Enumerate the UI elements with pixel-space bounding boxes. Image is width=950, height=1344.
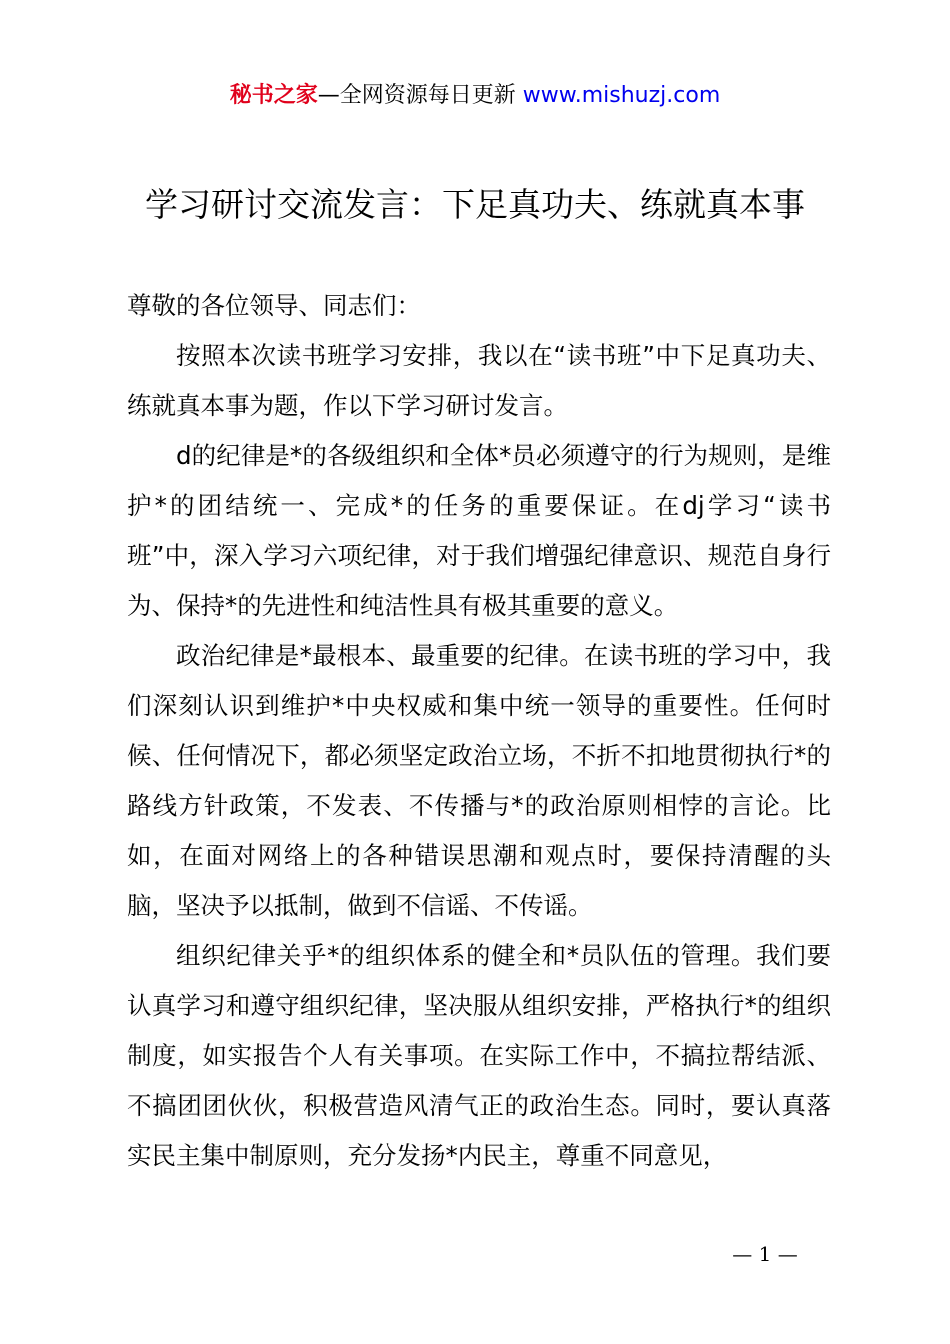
- site-brand: 秘书之家: [229, 83, 318, 108]
- body-paragraph: d的纪律是*的各级组织和全体*员必须遵守的行为规则，是维护*的团结统一、完成*的任务的重要保证。在dj学习“读书班”中，深入学习六项纪律，对于我们增强纪律意识、规范自身行为、保持*的先进性和纯洁性具有极其重要的意义。: [127, 441, 831, 620]
- document-body: [127, 281, 831, 1181]
- body-paragraph: 组织纪律关乎*的组织体系的健全和*员队伍的管理。我们要认真学习和遵守组织纪律，坚决服从组织安排，严格执行*的组织制度，如实报告个人有关事项。在实际工作中，不搞拉帮结派、不搞团团伙伙，积极营造风清气正的政治生态。同时，要认真落实民主集中制原则，充分发扬*内民主，尊重不同意见，: [127, 941, 831, 1170]
- page-number: — 1 —: [732, 1242, 798, 1266]
- document-title: 学习研讨交流发言：下足真功夫、练就真本事: [145, 185, 805, 224]
- site-header: [0, 80, 950, 112]
- salutation: 尊敬的各位领导、同志们：: [127, 291, 421, 320]
- site-url-link[interactable]: www.mishuzj.com: [522, 83, 721, 108]
- body-paragraph: 按照本次读书班学习安排，我以在“读书班”中下足真功夫、练就真本事为题，作以下学习研讨发言。: [127, 341, 831, 420]
- body-paragraph: 政治纪律是*最根本、最重要的纪律。在读书班的学习中，我们深刻认识到维护*中央权威和集中统一领导的重要性。任何时候、任何情况下，都必须坚定政治立场，不折不扣地贯彻执行*的路线方针政策，不发表、不传播与*的政治原则相悖的言论。比如，在面对网络上的各种错误思潮和观点时，要保持清醒的头脑，坚决予以抵制，做到不信谣、不传谣。: [127, 641, 831, 920]
- site-tagline: —全网资源每日更新: [317, 83, 516, 108]
